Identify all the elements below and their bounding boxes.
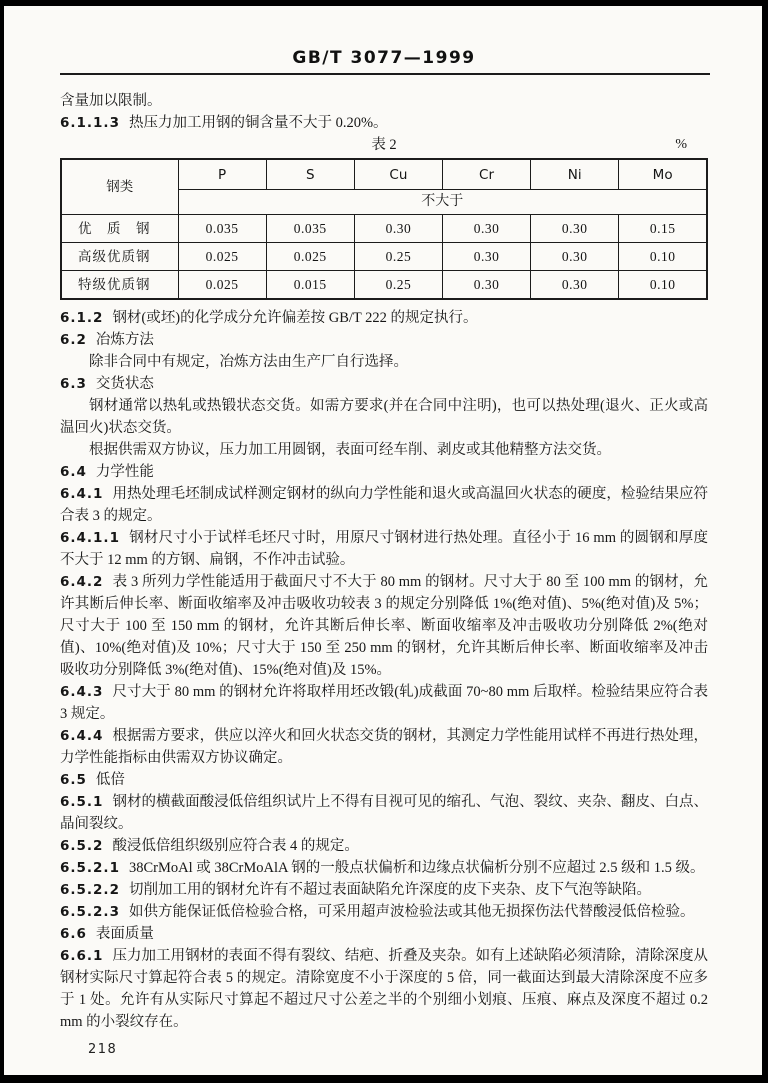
clause-number: 6.5 <box>60 772 87 788</box>
value-cell: 0.025 <box>178 243 266 271</box>
table-2-col-S: S <box>266 159 354 190</box>
table-row <box>61 243 707 271</box>
clause-6.1.1.3 <box>60 112 708 134</box>
clause-text: 交货状态 <box>95 376 154 392</box>
table-unit-label: % <box>675 137 687 152</box>
value-cell: 0.30 <box>442 243 530 271</box>
clause-number: 6.6 <box>60 926 87 942</box>
value-cell: 0.025 <box>178 271 266 300</box>
paragraph <box>60 351 708 373</box>
page-number: 218 <box>88 1042 118 1057</box>
value-cell: 0.10 <box>619 243 707 271</box>
value-cell: 0.035 <box>178 215 266 243</box>
clause-6.4 <box>60 461 708 483</box>
clause-number: 6.5.2 <box>60 838 104 854</box>
table-2 <box>60 158 708 300</box>
clause-text: 钢材通常以热轧或热锻状态交货。如需方要求(并在合同中注明)，也可以热处理(退火、正火或高温回火)状态交货。 <box>60 398 708 436</box>
clause-text: 压力加工用钢材的表面不得有裂纹、结疤、折叠及夹杂。如有上述缺陷必须清除，清除深度从钢材实际尺寸算起符合表 5 的规定。清除宽度不小于深度的 5 倍，同一截面达到最大清除深度不应多于 1 处。允许有从实际尺寸算起不超过尺寸公差之半的个别细小划痕、压痕、麻点及深度不超过 0.2 mm 的小裂纹存在。 <box>60 948 708 1030</box>
value-cell: 0.30 <box>531 243 619 271</box>
clause-text: 钢材的横截面酸浸低倍组织试片上不得有目视可见的缩孔、气泡、裂纹、夹杂、翻皮、白点、晶间裂纹。 <box>60 794 708 832</box>
clause-text: 力学性能 <box>95 464 154 480</box>
clause-6.5.2 <box>60 835 708 857</box>
clause-text: 切削加工用的钢材允许有不超过表面缺陷允许深度的皮下夹杂、皮下气泡等缺陷。 <box>128 882 651 898</box>
steel-class-cell: 特级优质钢 <box>61 271 178 300</box>
clause-number: 6.5.2.2 <box>60 882 120 898</box>
clause-6.4.3 <box>60 681 708 725</box>
table-2-condition-cell: 不大于 <box>178 190 707 215</box>
table-2-col-P: P <box>178 159 266 190</box>
clause-number: 6.4.1 <box>60 486 104 502</box>
clause-6.4.1.1 <box>60 527 708 571</box>
value-cell: 0.035 <box>266 215 354 243</box>
value-cell: 0.015 <box>266 271 354 300</box>
table-2-col-Cr: Cr <box>442 159 530 190</box>
clause-6.6 <box>60 923 708 945</box>
clause-text: 如供方能保证低倍检验合格，可采用超声波检验法或其他无损探伤法代替酸浸低倍检验。 <box>128 904 695 920</box>
clause-6.5.2.2 <box>60 879 708 901</box>
clause-6.1.2 <box>60 307 708 329</box>
clause-6.3 <box>60 373 708 395</box>
clause-number: 6.4 <box>60 464 87 480</box>
table-2-body <box>61 215 707 300</box>
clause-number: 6.1.2 <box>60 310 104 326</box>
clause-number: 6.5.2.3 <box>60 904 120 920</box>
clause-number: 6.5.1 <box>60 794 104 810</box>
table-row <box>61 271 707 300</box>
intro-continuation-line: 含量加以限制。 <box>60 93 162 109</box>
clause-text: 根据供需双方协议，压力加工用圆钢，表面可经车削、剥皮或其他精整方法交货。 <box>89 442 611 458</box>
clause-number: 6.5.2.1 <box>60 860 120 876</box>
table-2-col-Cu: Cu <box>354 159 442 190</box>
clause-6.2 <box>60 329 708 351</box>
header-rule <box>60 73 710 75</box>
clause-text: 钢材尺寸小于试样毛坯尺寸时，用原尺寸钢材进行热处理。直径小于 16 mm 的圆钢和厚度不大于 12 mm 的方钢、扁钢，不作冲击试验。 <box>60 530 708 568</box>
clause-text: 尺寸大于 80 mm 的钢材允许将取样用坯改锻(轧)成截面 70~80 mm 后取样。检验结果应符合表 3 规定。 <box>60 684 708 722</box>
clause-6.5.2.3 <box>60 901 708 923</box>
clause-6.5.1 <box>60 791 708 835</box>
value-cell: 0.025 <box>266 243 354 271</box>
clause-number: 6.4.2 <box>60 574 104 590</box>
clauses <box>60 307 708 1033</box>
clause-text: 表 3 所列力学性能适用于截面尺寸不大于 80 mm 的钢材。尺寸大于 80 至 100 mm 的钢材，允许其断后伸长率、断面收缩率及冲击吸收功较表 3 的规定分别降低 1%(绝对值)、5%(绝对值)及 5%；尺寸大于 100 至 150 mm 的钢材，允许其断后伸长率、断面收缩率及冲击吸收功分别降低 2%(绝对值)、10%(绝对值)及 10%；尺寸大于 150 至 250 mm 的钢材，允许其断后伸长率、断面收缩率及冲击吸收功分别降低 3%(绝对值)、15%(绝对值)及 15%。 <box>60 574 708 678</box>
clause-6.4.1 <box>60 483 708 527</box>
clause-number: 6.3 <box>60 376 87 392</box>
table-2-col-Ni: Ni <box>531 159 619 190</box>
paragraph <box>60 439 708 461</box>
steel-class-cell: 优 质 钢 <box>61 215 178 243</box>
scanned-page <box>4 6 762 1075</box>
document-standard-number: GB/T 3077—1999 <box>292 48 476 68</box>
clause-text: 用热处理毛坯制成试样测定钢材的纵向力学性能和退火或高温回火状态的硬度，检验结果应符合表 3 的规定。 <box>60 486 708 524</box>
clause-text: 表面质量 <box>95 926 154 942</box>
table-2-row-header: 钢类 <box>61 159 178 215</box>
page-content <box>60 90 708 1033</box>
value-cell: 0.30 <box>531 215 619 243</box>
value-cell: 0.25 <box>354 243 442 271</box>
clause-number: 6.4.3 <box>60 684 104 700</box>
clause-6.4.4 <box>60 725 708 769</box>
clause-text: 38CrMoAl 或 38CrMoAlA 钢的一般点状偏析和边缘点状偏析分别不应超过 2.5 级和 1.5 级。 <box>128 860 705 876</box>
paragraph <box>60 395 708 439</box>
clause-number: 6.6.1 <box>60 948 104 964</box>
table-2-header-row <box>61 159 707 190</box>
clause-text: 冶炼方法 <box>95 332 154 348</box>
value-cell: 0.30 <box>531 271 619 300</box>
clause-6.5.2.1 <box>60 857 708 879</box>
clause-6.5 <box>60 769 708 791</box>
clause-6.4.2 <box>60 571 708 681</box>
clause-text: 除非合同中有规定，冶炼方法由生产厂自行选择。 <box>89 354 408 370</box>
value-cell: 0.30 <box>442 215 530 243</box>
table-row <box>61 215 707 243</box>
value-cell: 0.15 <box>619 215 707 243</box>
clause-text: 根据需方要求，供应以淬火和回火状态交货的钢材，其测定力学性能用试样不再进行热处理，力学性能指标由供需双方协议确定。 <box>60 728 708 766</box>
clause-number: 6.2 <box>60 332 87 348</box>
steel-class-cell: 高级优质钢 <box>61 243 178 271</box>
clause-text: 酸浸低倍组织级别应符合表 4 的规定。 <box>112 838 359 854</box>
value-cell: 0.30 <box>442 271 530 300</box>
clause-text: 低倍 <box>95 772 125 788</box>
clause-number: 6.1.1.3 <box>60 115 120 131</box>
table-caption-row <box>60 134 708 156</box>
value-cell: 0.25 <box>354 271 442 300</box>
clause-text: 钢材(或坯)的化学成分允许偏差按 GB/T 222 的规定执行。 <box>112 310 478 326</box>
table-caption: 表 2 <box>371 137 397 153</box>
table-2-col-Mo: Mo <box>619 159 707 190</box>
value-cell: 0.30 <box>354 215 442 243</box>
clause-number: 6.4.1.1 <box>60 530 120 546</box>
clause-6.6.1 <box>60 945 708 1033</box>
value-cell: 0.10 <box>619 271 707 300</box>
clause-number: 6.4.4 <box>60 728 104 744</box>
clause-text: 热压力加工用钢的铜含量不大于 0.20%。 <box>128 115 388 131</box>
